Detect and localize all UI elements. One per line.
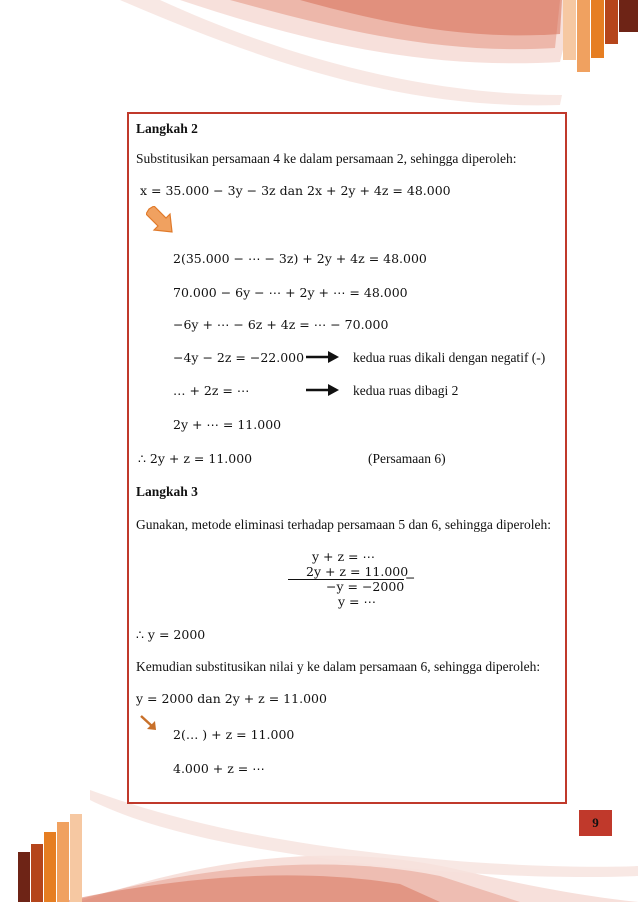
- equation-6-label: (Persamaan 6): [368, 451, 446, 466]
- step2-intro: Substitusikan persamaan 4 ke dalam persamaan 2, sehingga diperoleh:: [136, 151, 517, 166]
- step3-next-intro: Kemudian substitusikan nilai y ke dalam persamaan 6, sehingga diperoleh:: [136, 659, 541, 674]
- step2-line-1: 2(35.000 − ⋯ − 3z) + 2y + 4z = 48.000: [173, 251, 427, 266]
- page-number: 9: [579, 810, 612, 836]
- elimination-row-1: y + z = ⋯: [312, 549, 375, 564]
- orange-down-right-arrow-icon: [140, 714, 158, 732]
- right-arrow-icon: [306, 350, 340, 364]
- step3-intro: Gunakan, metode eliminasi terhadap persamaan 5 dan 6, sehingga diperoleh:: [136, 517, 551, 532]
- step3-given-equation: y = 2000 dan 2y + z = 11.000: [136, 691, 327, 706]
- orange-down-right-arrow-icon: [146, 206, 178, 234]
- step2-line-4: −4y − 2z = −22.000: [173, 350, 305, 365]
- right-arrow-icon: [306, 383, 340, 397]
- note-divide-two: kedua ruas dibagi 2: [353, 383, 459, 398]
- step2-line-5: … + 2z = ⋯: [173, 383, 250, 398]
- step2-given-equation: x = 35.000 − 3y − 3z dan 2x + 2y + 4z = 48.000: [140, 183, 451, 198]
- step2-line-2: 70.000 − 6y − ⋯ + 2y + ⋯ = 48.000: [173, 285, 408, 300]
- step3-line-1: 2(… ) + z = 11.000: [173, 727, 295, 742]
- footer-swoosh: [18, 790, 638, 902]
- step2-result: ∴ 2y + z = 11.000: [138, 451, 253, 466]
- step3-result: ∴ y = 2000: [136, 627, 206, 642]
- step3-line-2: 4.000 + z = ⋯: [173, 761, 265, 776]
- header-swoosh: [120, 0, 638, 105]
- elimination-row-2: 2y + z = 11.000: [306, 564, 409, 579]
- elimination-row-3: −y = −2000: [326, 579, 405, 594]
- step3-heading: Langkah 3: [136, 484, 198, 499]
- note-multiply-negative: kedua ruas dikali dengan negatif (-): [353, 350, 546, 365]
- step2-line-6: 2y + ⋯ = 11.000: [173, 417, 282, 432]
- elimination-row-4: y = ⋯: [338, 594, 376, 609]
- elimination-operator: −: [405, 570, 416, 585]
- step2-line-3: −6y + ⋯ − 6z + 4z = ⋯ − 70.000: [173, 317, 389, 332]
- step2-heading: Langkah 2: [136, 121, 198, 136]
